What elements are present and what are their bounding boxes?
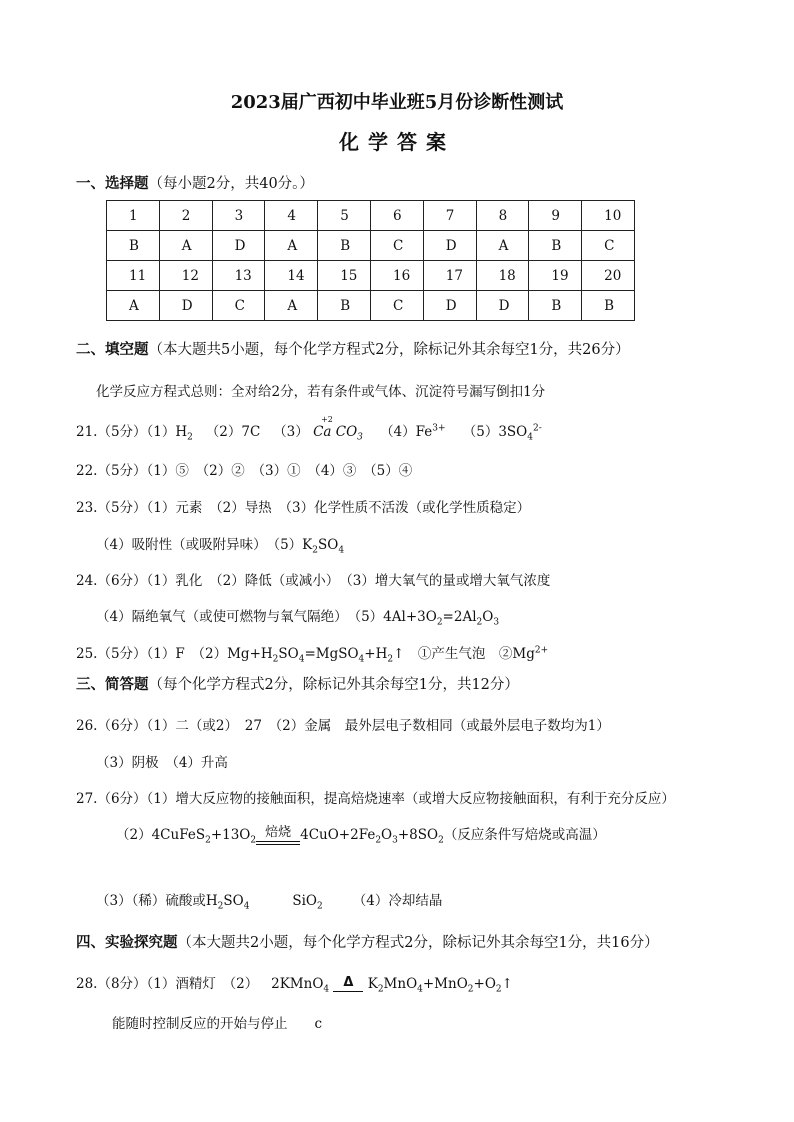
answer-22: 22.（5分）（1）⑤ （2）② （3）① （4）③ （5）④	[76, 463, 413, 479]
table-cell: A	[265, 231, 318, 261]
section-experiment: 四、实验探究题（本大题共2小题，每个化学方程式2分，除标记外其余每空1分，共16分）	[76, 935, 659, 951]
table-cell: D	[212, 231, 265, 261]
table-cell: 20	[582, 261, 635, 291]
table-cell: D	[423, 231, 476, 261]
table-cell: A	[107, 291, 160, 321]
answer-23-line2: （4）吸附性（或吸附异味） $(5)K_2SO_4$	[96, 537, 345, 556]
answer-25: 25.（5分）（1）F $(2)Mg+H_2SO_4=MgSO_4+H_2↑$ ①产生气泡 $②Mg^{2+}$	[76, 645, 549, 665]
page-subtitle: 化学答案	[339, 130, 455, 154]
answer-table	[106, 200, 635, 321]
answer-26-line2: （3）阴极 （4）升高	[96, 755, 228, 771]
table-cell: A	[476, 231, 529, 261]
table-cell: 17	[423, 261, 476, 291]
answer-27-line3: （3）（稀）硫酸或$H_2SO_4$ SiO$_2$ （4）冷却结晶	[96, 893, 443, 912]
table-cell: C	[370, 291, 423, 321]
table-cell: 19	[529, 261, 582, 291]
table-cell: 14	[265, 261, 318, 291]
table-cell: B	[318, 231, 371, 261]
table-row	[107, 201, 635, 231]
table-cell: 10	[582, 201, 635, 231]
table-cell: A	[159, 231, 212, 261]
answer-28-line1: 28.（8分）（1）酒精灯 （2） 2KMnO$_4$ Δ $K_2MnO_4+MnO_2+O_2↑$	[76, 975, 513, 995]
equation-rule: 化学反应方程式总则：全对给2分，若有条件或气体、沉淀符号漏写倒扣1分	[96, 384, 546, 400]
table-cell: B	[582, 291, 635, 321]
table-cell: D	[423, 291, 476, 321]
answer-24-line2: （4）隔绝氧气（或使可燃物与氧气隔绝） $(5)4Al+3O_2=2Al_2O_3$	[96, 609, 500, 628]
heat-condition-arrow: Δ	[333, 977, 363, 992]
table-cell: 2	[159, 201, 212, 231]
table-cell: 9	[529, 201, 582, 231]
section-short-answer: 三、简答题（每个化学方程式2分，除标记外其余每空1分，共12分）	[76, 677, 519, 693]
table-cell: A	[265, 291, 318, 321]
table-cell: C	[582, 231, 635, 261]
table-cell: B	[529, 291, 582, 321]
roasting-condition-arrow: 焙烧	[256, 826, 300, 845]
table-cell: 8	[476, 201, 529, 231]
answer-28-line2: 能随时控制反应的开始与停止 c	[112, 1016, 323, 1032]
table-cell: 7	[423, 201, 476, 231]
answer-27-line2: $(2)4CuFeS_2+13O_2$ 焙烧 $4CuO+2Fe_2O_3+8SO_2$（反应条件写焙烧或高温）	[116, 825, 606, 846]
answer-27-line1: 27.（6分）（1）增大反应物的接触面积，提高焙烧速率（或增大反应物接触面积，有利于充分反应）	[76, 791, 675, 807]
answer-23-line1: 23.（5分）（1）元素 （2）导热 （3）化学性质不活泼（或化学性质稳定）	[76, 500, 531, 516]
table-cell: 4	[265, 201, 318, 231]
table-cell: 11	[107, 261, 160, 291]
section-fill-blank: 二、填空题（本大题共5小题，每个化学方程式2分，除标记外其余每空1分，共26分）	[76, 342, 630, 358]
table-cell: B	[318, 291, 371, 321]
table-cell: 15	[318, 261, 371, 291]
page-title: 2023届广西初中毕业班5月份诊断性测试	[230, 92, 564, 113]
answer-26-line1: 26.（6分）（1）二（或2） 27 （2）金属 最外层电子数相同（或最外层电子数均为1）	[76, 718, 610, 734]
table-cell: 18	[476, 261, 529, 291]
table-row	[107, 231, 635, 261]
table-cell: C	[212, 291, 265, 321]
answer-21: 21.（5分）$(1)H_2$ （2）7C （3） +2 Ca $CO_3$ $(4)Fe^{3+}$ $(5)3SO_4^{2-}$	[76, 415, 542, 443]
table-cell: B	[107, 231, 160, 261]
table-cell: 13	[212, 261, 265, 291]
table-cell: 5	[318, 201, 371, 231]
table-cell: D	[476, 291, 529, 321]
table-row	[107, 291, 635, 321]
table-cell: 16	[370, 261, 423, 291]
section-multiple-choice: 一、选择题（每小题2分，共40分。）	[76, 176, 314, 192]
table-cell: B	[529, 231, 582, 261]
table-cell: 6	[370, 201, 423, 231]
table-cell: C	[370, 231, 423, 261]
table-row	[107, 261, 635, 291]
table-cell: D	[159, 291, 212, 321]
table-cell: 3	[212, 201, 265, 231]
answer-24-line1: 24.（6分）（1）乳化 （2）降低（或减小） （3）增大氧气的量或增大氧气浓度	[76, 573, 551, 589]
table-cell: 12	[159, 261, 212, 291]
calcium-carbonate-formula: +2 Ca $CO_3$	[313, 415, 363, 443]
table-cell: 1	[107, 201, 160, 231]
